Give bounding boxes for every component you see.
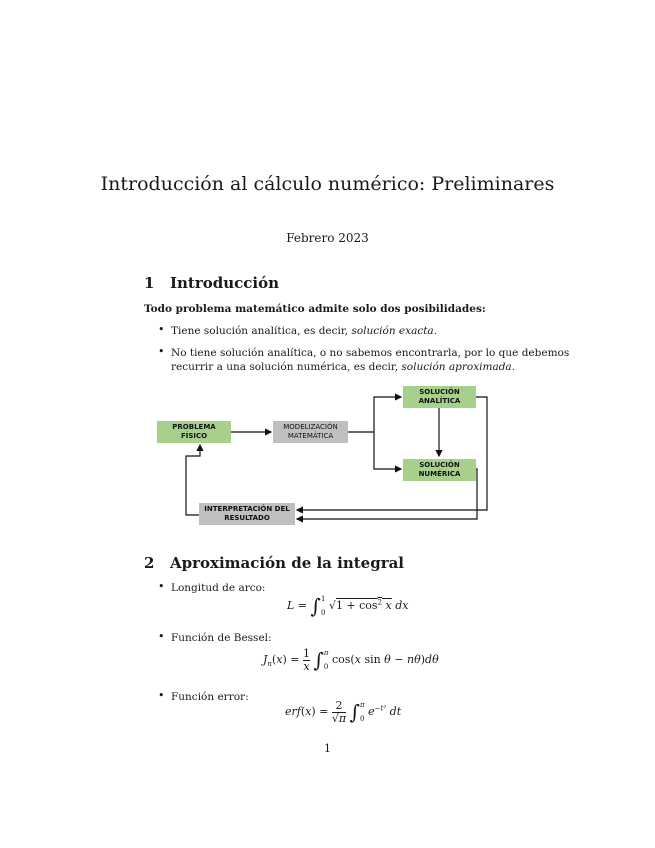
diagram-box-solucion-numerica: SOLUCIÓN NUMÉRICA <box>403 459 476 481</box>
formula-bessel: $J_n(x)$ = $\frac{1}{x}$ ∫ π 0 cos(x sin θ − nθ)dθ <box>263 646 439 673</box>
bullet-2-line-1: No tiene solución analítica, o no sabemos encontrarla, por lo que debemos <box>171 347 570 359</box>
section-1-lead: Todo problema matemático admite solo dos posibilidades: <box>144 303 486 315</box>
section-2-number: 2 <box>144 554 155 572</box>
bullet-dot: • <box>158 630 165 643</box>
page-number: 1 <box>324 742 331 755</box>
arrow-analitica-interpretacion <box>297 397 487 510</box>
formula-arc-length: L = ∫ 1 0 $√1 + \cos^2 x$ dx <box>287 594 409 618</box>
diagram-box-solucion-analitica: SOLUCIÓN ANALÍTICA <box>403 386 476 408</box>
bullet-2-italic: solución aproximada <box>401 361 512 373</box>
bullet-1-text: Tiene solución analítica, es decir, <box>171 325 349 337</box>
list-item <box>158 580 266 595</box>
section-1-title: Introducción <box>170 274 280 292</box>
bullet-dot: • <box>158 345 165 358</box>
bullet-dot: • <box>158 580 165 593</box>
section-2-heading <box>144 554 404 572</box>
list-item <box>158 630 272 645</box>
item-3-label: Función error: <box>171 691 249 703</box>
bullet-2-line-2: recurrir a una solución numérica, es decir, solución aproximada. <box>171 361 516 373</box>
diagram-box-problema-fisico: PROBLEMA FÍSICO <box>157 421 231 443</box>
bullet-dot: • <box>158 689 165 702</box>
bullet-dot: • <box>158 323 165 336</box>
arrow-to-analitica <box>374 397 401 432</box>
section-1-number: 1 <box>144 274 155 292</box>
item-2-label: Función de Bessel: <box>171 632 272 644</box>
item-1-label: Longitud de arco: <box>171 582 266 594</box>
bullet-1-italic: solución exacta <box>351 325 434 337</box>
arrow-interpretacion-problema <box>186 445 200 515</box>
list-item <box>158 689 249 704</box>
arrow-to-numerica <box>374 432 401 469</box>
list-item: • Tiene solución analítica, es decir, solución exacta. <box>158 323 438 337</box>
section-2-title: Aproximación de la integral <box>170 554 405 572</box>
diagram-box-interpretacion: INTERPRETACIÓN DEL RESULTADO <box>199 503 295 525</box>
document-title: Introducción al cálculo numérico: Preliminares <box>100 173 555 195</box>
diagram-box-modelizacion: MODELIZACIÓN MATEMÁTICA <box>273 421 348 443</box>
formula-error-function: erf(x) = $\frac{2}{√\pi}$ ∫ π 0 $e^{-t^2}$ dt <box>285 698 402 725</box>
document-date: Febrero 2023 <box>286 231 369 245</box>
